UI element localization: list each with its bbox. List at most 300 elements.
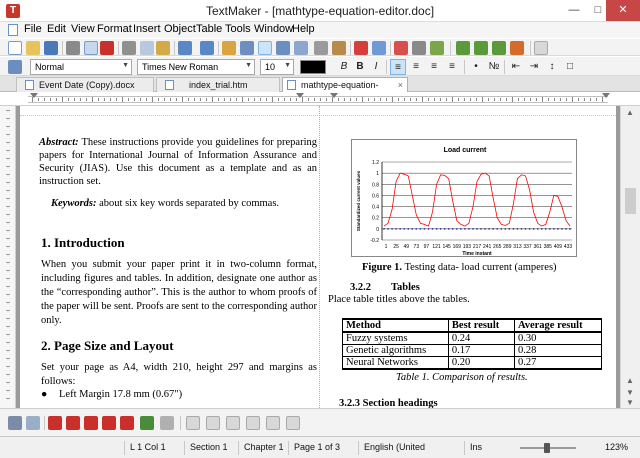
ruler-tick bbox=[476, 98, 477, 101]
table-cell[interactable]: 0.28 bbox=[514, 345, 601, 357]
menu-file[interactable]: File bbox=[24, 23, 42, 35]
x-tick-label: 1 bbox=[384, 244, 388, 250]
ruler-tick bbox=[278, 98, 279, 101]
undo-icon[interactable] bbox=[178, 41, 192, 55]
vertical-ruler bbox=[0, 106, 16, 408]
introduction-paragraph[interactable]: When you submit your paper print it in two-column format, including figures and tables. In addition, designate one author as the “corresponding author”. This is the author to whom proofs of the paper will be sent. Proofs are sent to the corresponding author only. bbox=[41, 259, 317, 326]
baseline-marker bbox=[424, 228, 425, 229]
ruler-tick bbox=[6, 398, 10, 399]
insert-table-icon[interactable] bbox=[492, 41, 506, 55]
close-tab-icon[interactable]: × bbox=[397, 80, 403, 90]
baseline-marker bbox=[549, 228, 550, 229]
table-cell[interactable]: Genetic algorithms bbox=[343, 345, 449, 357]
minimize-button[interactable]: — bbox=[568, 4, 580, 16]
top-margin-guide bbox=[20, 106, 616, 116]
ruler-tick bbox=[6, 206, 10, 207]
outline-view-icon[interactable] bbox=[294, 41, 308, 55]
insert-frame-icon[interactable] bbox=[66, 416, 80, 430]
menu-edit[interactable]: Edit bbox=[47, 23, 66, 35]
ruler-tick bbox=[44, 98, 45, 101]
table-object-icon[interactable] bbox=[26, 416, 40, 430]
ruler-tick bbox=[6, 166, 10, 167]
tab-event-date[interactable]: Event Date (Copy).docx bbox=[16, 77, 154, 92]
figure-caption[interactable]: Figure 1. Testing data- load current (amperes) bbox=[362, 262, 557, 273]
table-header-cell[interactable]: Method bbox=[343, 319, 449, 332]
decrease-indent-button[interactable]: ⇤ bbox=[511, 61, 521, 72]
y-axis-label: Standardized current values bbox=[356, 170, 361, 232]
ruler-tick bbox=[6, 158, 10, 159]
export-pdf-icon[interactable] bbox=[100, 41, 114, 55]
baseline-marker bbox=[493, 228, 494, 229]
ruler-tick bbox=[542, 97, 543, 102]
title-bar bbox=[0, 0, 640, 22]
bring-forward-icon[interactable] bbox=[226, 416, 240, 430]
ruler-tick bbox=[6, 334, 10, 335]
x-tick-label: 361 bbox=[533, 244, 542, 250]
select-arrow-icon[interactable] bbox=[8, 60, 22, 74]
ruler-tick bbox=[6, 286, 10, 287]
x-tick-label: 49 bbox=[403, 244, 410, 250]
baseline-marker bbox=[440, 228, 441, 229]
tab-mathtype-equation-editor[interactable]: mathtype-equation- × bbox=[282, 77, 408, 92]
scroll-down-icon[interactable]: ▼ bbox=[626, 398, 634, 407]
bold-button[interactable]: B bbox=[356, 61, 364, 72]
thesaurus-icon[interactable] bbox=[430, 41, 444, 55]
ruler-tick bbox=[512, 97, 513, 102]
ruler-tick bbox=[6, 182, 10, 183]
abstract-label: Abstract: bbox=[39, 137, 79, 148]
object-toolbar bbox=[0, 408, 640, 436]
maximize-button[interactable]: □ bbox=[594, 4, 602, 16]
ruler-tick bbox=[302, 97, 303, 102]
objects-mode-icon[interactable] bbox=[8, 416, 22, 430]
ruler-tick bbox=[398, 98, 399, 101]
keywords-text: about six key words separated by commas. bbox=[99, 198, 280, 209]
ruler-tick bbox=[440, 98, 441, 101]
find-icon[interactable] bbox=[332, 41, 346, 55]
menu-tools[interactable]: Tools bbox=[225, 23, 251, 35]
ruler-tick bbox=[92, 97, 93, 102]
page-down-icon[interactable]: ▼ bbox=[626, 388, 634, 397]
normal-view-icon[interactable] bbox=[258, 41, 272, 55]
baseline-marker bbox=[565, 228, 566, 229]
baseline-marker bbox=[448, 228, 449, 229]
right-indent-marker[interactable] bbox=[602, 93, 610, 98]
tab-index-trial[interactable]: index_trial.htm bbox=[156, 77, 280, 92]
subsection-heading-tables[interactable]: 3.2.2 Tables bbox=[350, 282, 420, 293]
document-icon bbox=[25, 80, 34, 90]
ruler-tick bbox=[602, 97, 603, 102]
baseline-marker bbox=[436, 228, 437, 229]
status-language[interactable]: English (United bbox=[358, 441, 462, 455]
outdent-object-icon[interactable] bbox=[186, 416, 200, 430]
ruler-tick bbox=[6, 190, 10, 191]
table-header-cell[interactable]: Best result bbox=[448, 319, 514, 332]
ruler-tick bbox=[50, 98, 51, 101]
baseline-marker bbox=[561, 228, 562, 229]
abstract-paragraph[interactable] bbox=[39, 136, 317, 188]
ruler-tick bbox=[80, 98, 81, 101]
ruler-tick bbox=[158, 98, 159, 101]
x-tick-label: 265 bbox=[493, 244, 502, 250]
ruler-tick bbox=[6, 342, 10, 343]
baseline-marker bbox=[513, 228, 514, 229]
zoom-slider-knob[interactable] bbox=[544, 443, 550, 453]
page-view-icon[interactable] bbox=[276, 41, 290, 55]
ruler-tick bbox=[6, 142, 10, 143]
keywords-paragraph[interactable] bbox=[51, 197, 321, 210]
ruler-tick bbox=[404, 98, 405, 101]
load-current-chart[interactable] bbox=[351, 139, 577, 257]
close-button[interactable]: ✕ bbox=[606, 0, 640, 21]
send-backward-icon[interactable] bbox=[246, 416, 260, 430]
ruler-tick bbox=[176, 98, 177, 101]
borders-button[interactable]: □ bbox=[566, 61, 574, 72]
align-center-button[interactable]: ≡ bbox=[413, 61, 419, 72]
ruler-tick bbox=[104, 98, 105, 101]
baseline-marker bbox=[497, 228, 498, 229]
document-icon bbox=[165, 80, 174, 90]
ruler-tick bbox=[6, 110, 10, 111]
document-tab-bar bbox=[0, 76, 640, 92]
ruler-tick bbox=[6, 246, 10, 247]
page-up-icon[interactable]: ▲ bbox=[626, 376, 634, 385]
bullet-left-margin[interactable]: ● Left Margin 17.8 mm (0.67") bbox=[41, 389, 183, 400]
table-header-cell[interactable]: Average result bbox=[514, 319, 601, 332]
group-icon[interactable] bbox=[266, 416, 280, 430]
menu-insert[interactable]: Insert bbox=[133, 23, 161, 35]
view-mode-icon[interactable] bbox=[240, 41, 254, 55]
previous-object-icon[interactable] bbox=[160, 416, 174, 430]
ruler-tick bbox=[6, 358, 10, 359]
status-page: Page 1 of 3 bbox=[288, 441, 356, 455]
insert-formula-icon[interactable] bbox=[102, 416, 116, 430]
baseline-marker bbox=[395, 228, 396, 229]
ruler-tick bbox=[410, 98, 411, 101]
chevron-down-icon: ▼ bbox=[245, 62, 252, 69]
baseline-marker bbox=[404, 228, 405, 229]
column-separator bbox=[319, 106, 320, 408]
baseline-marker bbox=[505, 228, 506, 229]
baseline-marker bbox=[529, 228, 530, 229]
ruler-tick bbox=[506, 98, 507, 101]
ruler-tick bbox=[134, 98, 135, 101]
document-icon[interactable] bbox=[8, 24, 18, 36]
ruler-tick bbox=[6, 134, 10, 135]
ruler-tick bbox=[6, 230, 10, 231]
insert-comment-icon[interactable] bbox=[140, 416, 154, 430]
table-cell[interactable]: 0.24 bbox=[448, 332, 514, 345]
ruler-tick bbox=[272, 97, 273, 102]
ruler-tick bbox=[590, 98, 591, 101]
ruler-tick bbox=[6, 294, 10, 295]
y-tick-label: 0.2 bbox=[372, 215, 379, 222]
x-tick-label: 73 bbox=[413, 244, 420, 250]
ruler-tick bbox=[392, 97, 393, 102]
ruler-tick bbox=[6, 270, 10, 271]
insert-object-icon[interactable] bbox=[48, 416, 62, 430]
ruler-tick bbox=[434, 98, 435, 101]
ruler-tick bbox=[494, 98, 495, 101]
menu-format[interactable]: Format bbox=[97, 23, 132, 35]
x-tick-label: 313 bbox=[513, 244, 522, 250]
menu-help[interactable]: Help bbox=[292, 23, 315, 35]
section-heading-page-size[interactable]: 2. Page Size and Layout bbox=[41, 338, 174, 353]
baseline-marker bbox=[541, 228, 542, 229]
x-tick-label: 409 bbox=[553, 244, 563, 250]
y-tick-label: 0.6 bbox=[372, 193, 379, 200]
baseline-marker bbox=[545, 228, 546, 229]
spellcheck-icon[interactable] bbox=[394, 41, 408, 55]
increase-indent-button[interactable]: ⇥ bbox=[529, 61, 539, 72]
tables-paragraph[interactable]: Place table titles above the tables. bbox=[328, 294, 470, 305]
results-table[interactable] bbox=[342, 318, 602, 370]
baseline-marker bbox=[553, 228, 554, 229]
ruler-tick bbox=[86, 98, 87, 101]
subsection-heading-section-headings[interactable]: 3.2.3 Section headings bbox=[339, 398, 438, 408]
ruler-tick bbox=[482, 97, 483, 102]
indent-object-icon[interactable] bbox=[206, 416, 220, 430]
ruler-tick bbox=[206, 98, 207, 101]
insert-ole-icon[interactable] bbox=[120, 416, 134, 430]
baseline-marker bbox=[416, 228, 417, 229]
x-tick-label: 121 bbox=[432, 244, 441, 250]
x-axis-label: Time instant bbox=[462, 251, 492, 257]
font-size-combo[interactable]: 10 ▼ bbox=[260, 59, 294, 75]
ungroup-icon[interactable] bbox=[286, 416, 300, 430]
ruler-tick bbox=[536, 98, 537, 101]
chart-title: Load current bbox=[443, 147, 487, 154]
ruler-tick bbox=[308, 98, 309, 101]
horizontal-ruler[interactable] bbox=[0, 92, 640, 106]
ruler-tick bbox=[38, 98, 39, 101]
window-title: TextMaker - [mathtype-equation-editor.doc] bbox=[205, 4, 435, 18]
menu-view[interactable]: View bbox=[71, 23, 95, 35]
justify-button[interactable]: ≡ bbox=[449, 61, 455, 72]
ruler-tick bbox=[212, 97, 213, 102]
ruler-tick bbox=[344, 98, 345, 101]
table-cell[interactable]: Fuzzy systems bbox=[343, 332, 449, 345]
section-heading-introduction[interactable]: 1. Introduction bbox=[41, 235, 125, 250]
baseline-marker bbox=[464, 228, 465, 229]
ruler-tick bbox=[314, 98, 315, 101]
baseline-marker bbox=[476, 228, 477, 229]
italic-button[interactable]: I bbox=[374, 61, 378, 72]
ruler-tick bbox=[584, 98, 585, 101]
ruler-tick bbox=[386, 98, 387, 101]
x-tick-label: 145 bbox=[442, 244, 451, 250]
paragraph-style-combo[interactable]: Normal ▼ bbox=[30, 59, 132, 75]
baseline-marker bbox=[412, 228, 413, 229]
table-cell[interactable]: 0.17 bbox=[448, 345, 514, 357]
numbering-button[interactable]: № bbox=[488, 61, 500, 72]
ruler-tick bbox=[194, 98, 195, 101]
status-cursor-position: L 1 Col 1 bbox=[124, 441, 182, 455]
ruler-tick bbox=[524, 98, 525, 101]
insert-textframe-icon[interactable] bbox=[354, 41, 368, 55]
ruler-tick bbox=[146, 98, 147, 101]
insert-chart-icon[interactable] bbox=[510, 41, 524, 55]
ruler-tick bbox=[290, 98, 291, 101]
ruler-tick bbox=[170, 98, 171, 101]
table-caption[interactable]: Table 1. Comparison of results. bbox=[396, 372, 528, 383]
ruler-tick bbox=[6, 350, 10, 351]
ruler-tick bbox=[422, 97, 423, 102]
ruler-tick bbox=[6, 222, 10, 223]
status-chapter: Chapter 1 bbox=[238, 441, 286, 455]
new-document-icon[interactable] bbox=[8, 41, 22, 55]
align-right-button[interactable]: ≡ bbox=[431, 61, 437, 72]
ruler-tick bbox=[296, 98, 297, 101]
baseline-marker bbox=[501, 228, 502, 229]
y-tick-label: 0.4 bbox=[372, 204, 379, 211]
scrollbar-thumb[interactable] bbox=[625, 188, 636, 214]
document-icon bbox=[287, 80, 296, 90]
zoom-icon[interactable] bbox=[314, 41, 328, 55]
hyphenation-icon[interactable] bbox=[412, 41, 426, 55]
paste-icon[interactable] bbox=[156, 41, 170, 55]
ruler-tick bbox=[6, 262, 10, 263]
ruler-tick bbox=[6, 254, 10, 255]
menu-window[interactable]: Window bbox=[254, 23, 294, 35]
baseline-marker bbox=[444, 228, 445, 229]
ruler-tick bbox=[446, 98, 447, 101]
format-painter-icon[interactable] bbox=[222, 41, 236, 55]
status-bar bbox=[0, 436, 640, 458]
ruler-tick bbox=[6, 318, 10, 319]
baseline-marker bbox=[428, 228, 429, 229]
ruler-tick bbox=[458, 98, 459, 101]
baseline-marker bbox=[484, 228, 485, 229]
ruler-tick bbox=[362, 97, 363, 102]
scroll-up-icon[interactable]: ▲ bbox=[626, 108, 634, 117]
page-size-paragraph[interactable]: Set your page as A4, width 210, height 297 and margins as follows: bbox=[41, 362, 317, 387]
ruler-tick bbox=[140, 98, 141, 101]
ruler-tick bbox=[452, 97, 453, 102]
x-tick-label: 97 bbox=[423, 244, 430, 250]
baseline-marker bbox=[488, 228, 489, 229]
abstract-text: These instructions provide you guidelines for preparing papers for International Journal of Information Assurance and Security (JIAS). Use this document as a template and as an instruction set. bbox=[39, 137, 317, 187]
ruler-tick bbox=[6, 366, 10, 367]
redo-icon[interactable] bbox=[200, 41, 214, 55]
print-icon[interactable] bbox=[66, 41, 80, 55]
menu-object[interactable]: Object bbox=[164, 23, 196, 35]
ruler-tick bbox=[6, 302, 10, 303]
align-left-button[interactable]: ≡ bbox=[390, 59, 406, 75]
ruler-tick bbox=[62, 97, 63, 102]
table-cell[interactable]: 0.20 bbox=[448, 357, 514, 370]
help-icon[interactable] bbox=[534, 41, 548, 55]
ruler-tick bbox=[254, 98, 255, 101]
vertical-scrollbar[interactable] bbox=[620, 106, 640, 408]
y-tick-label: 1.2 bbox=[372, 160, 379, 166]
x-tick-label: 289 bbox=[503, 244, 512, 250]
ruler-tick bbox=[428, 98, 429, 101]
ruler-tick bbox=[128, 98, 129, 101]
ruler-tick bbox=[560, 98, 561, 101]
menu-bar bbox=[0, 22, 640, 38]
cut-icon[interactable] bbox=[122, 41, 136, 55]
insert-field-icon[interactable] bbox=[456, 41, 470, 55]
x-tick-label: 241 bbox=[482, 244, 492, 250]
ruler-tick bbox=[554, 98, 555, 101]
print-preview-icon[interactable] bbox=[84, 41, 98, 55]
document-area[interactable] bbox=[16, 106, 620, 408]
line-spacing-button[interactable]: ↕ bbox=[549, 61, 555, 72]
ruler-tick bbox=[566, 98, 567, 101]
table-row bbox=[343, 345, 602, 357]
ruler-tick bbox=[164, 98, 165, 101]
textmaker-app-icon[interactable]: T bbox=[6, 4, 20, 18]
insert-drawing-icon[interactable] bbox=[84, 416, 98, 430]
ruler-tick bbox=[596, 98, 597, 101]
ruler-tick bbox=[320, 98, 321, 101]
status-insert-mode[interactable]: Ins bbox=[464, 441, 512, 455]
ruler-tick bbox=[236, 98, 237, 101]
ruler-tick bbox=[284, 98, 285, 101]
bullets-button[interactable]: • bbox=[474, 61, 478, 72]
baseline-marker bbox=[537, 228, 538, 229]
ruler-tick bbox=[6, 174, 10, 175]
chart-svg bbox=[352, 140, 578, 258]
ruler-tick bbox=[32, 97, 33, 102]
ruler-tick bbox=[350, 98, 351, 101]
insert-footnote-icon[interactable] bbox=[474, 41, 488, 55]
ruler-tick bbox=[224, 98, 225, 101]
status-section: Section 1 bbox=[184, 441, 236, 455]
ruler-tick bbox=[380, 98, 381, 101]
x-tick-label: 193 bbox=[462, 244, 472, 250]
ruler-tick bbox=[470, 98, 471, 101]
standard-toolbar bbox=[0, 38, 640, 56]
ruler-track bbox=[28, 96, 608, 103]
ruler-tick bbox=[518, 98, 519, 101]
ruler-tick bbox=[6, 198, 10, 199]
ruler-tick bbox=[56, 98, 57, 101]
ruler-tick bbox=[6, 326, 10, 327]
ruler-tick bbox=[530, 98, 531, 101]
x-tick-label: 385 bbox=[543, 244, 552, 250]
ruler-tick bbox=[6, 310, 10, 311]
ruler-tick bbox=[98, 98, 99, 101]
table-cell[interactable]: Neural Networks bbox=[343, 357, 449, 370]
baseline-marker bbox=[533, 228, 534, 229]
ruler-tick bbox=[500, 98, 501, 101]
menu-table[interactable]: Table bbox=[196, 23, 223, 35]
copy-icon[interactable] bbox=[140, 41, 154, 55]
keywords-label: Keywords: bbox=[51, 198, 97, 209]
table-row bbox=[343, 357, 602, 370]
ruler-tick bbox=[188, 98, 189, 101]
x-tick-label: 433 bbox=[563, 244, 573, 250]
status-zoom[interactable]: 123% bbox=[605, 442, 629, 452]
document-page[interactable] bbox=[20, 106, 616, 408]
ruler-tick bbox=[6, 150, 10, 151]
table-cell[interactable]: 0.27 bbox=[514, 357, 601, 370]
ruler-tick bbox=[6, 382, 10, 383]
insert-picture-icon[interactable] bbox=[372, 41, 386, 55]
baseline-marker bbox=[468, 228, 469, 229]
table-cell[interactable]: 0.30 bbox=[514, 332, 601, 345]
text-color-picker[interactable] bbox=[300, 60, 326, 74]
open-folder-icon[interactable] bbox=[26, 41, 40, 55]
italic-style-icon[interactable]: B bbox=[340, 61, 348, 72]
save-icon[interactable] bbox=[44, 41, 58, 55]
font-name-combo[interactable]: Times New Roman ▼ bbox=[137, 59, 255, 75]
baseline-marker bbox=[517, 228, 518, 229]
ruler-tick bbox=[74, 98, 75, 101]
y-tick-label: 1 bbox=[376, 171, 379, 178]
